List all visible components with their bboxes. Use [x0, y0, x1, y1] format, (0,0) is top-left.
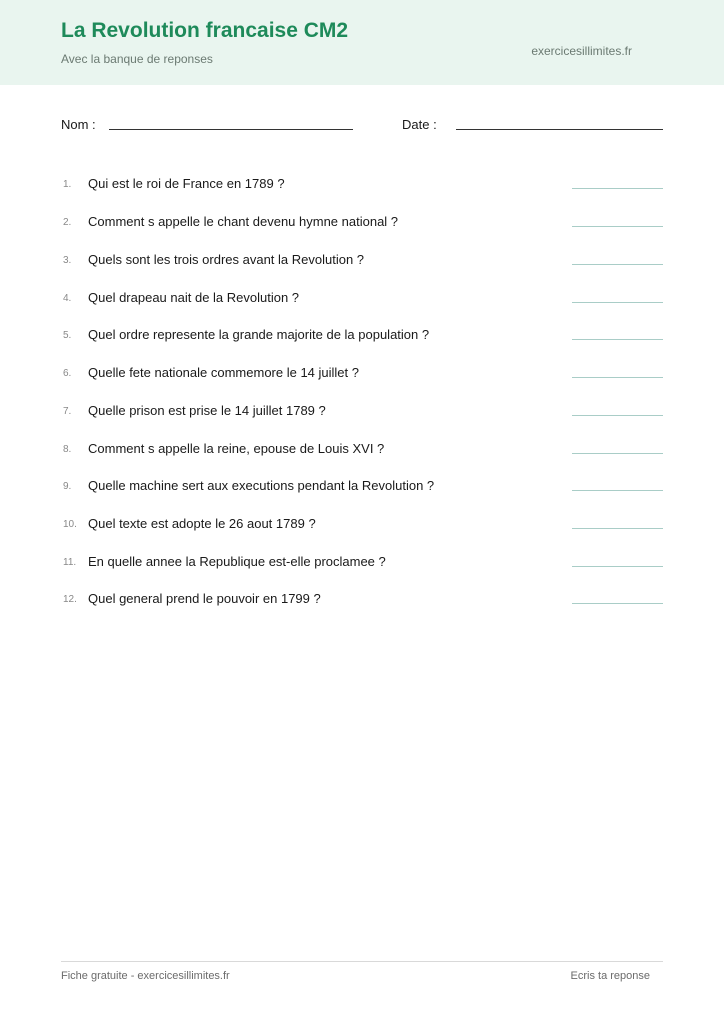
- name-label: Nom :: [61, 117, 96, 132]
- question-item: [0, 251, 724, 271]
- question-item: [0, 364, 724, 384]
- answer-line[interactable]: [572, 528, 663, 529]
- answer-line[interactable]: [572, 415, 663, 416]
- question-item: [0, 213, 724, 233]
- question-number: 12.: [63, 594, 77, 605]
- answer-line[interactable]: [572, 566, 663, 567]
- site-name: exercicesillimites.fr: [531, 44, 632, 58]
- page-subtitle: Avec la banque de reponses: [61, 52, 213, 66]
- question-item: [0, 515, 724, 535]
- question-number: 10.: [63, 519, 77, 530]
- question-number: 9.: [63, 481, 72, 492]
- question-number: 11.: [63, 557, 77, 568]
- question-item: [0, 326, 724, 346]
- question-number: 5.: [63, 330, 72, 341]
- question-text: Quelle fete nationale commemore le 14 juillet ?: [88, 365, 359, 380]
- footer-divider: [61, 961, 663, 962]
- question-number: 8.: [63, 444, 72, 455]
- question-text: En quelle annee la Republique est-elle proclamee ?: [88, 554, 386, 569]
- footer-source: Fiche gratuite - exercicesillimites.fr: [61, 970, 230, 982]
- question-number: 6.: [63, 368, 72, 379]
- footer-instruction: Ecris ta reponse: [570, 970, 650, 982]
- question-text: Quel drapeau nait de la Revolution ?: [88, 290, 300, 305]
- answer-line[interactable]: [572, 339, 663, 340]
- name-field[interactable]: [109, 129, 353, 130]
- date-label: Date :: [402, 117, 437, 132]
- answer-line[interactable]: [572, 188, 663, 189]
- question-item: [0, 477, 724, 497]
- question-number: 3.: [63, 255, 72, 266]
- answer-line[interactable]: [572, 377, 663, 378]
- question-text: Comment s appelle la reine, epouse de Louis XVI ?: [88, 441, 385, 456]
- question-item: [0, 289, 724, 309]
- question-item: [0, 440, 724, 460]
- answer-line[interactable]: [572, 603, 663, 604]
- date-field[interactable]: [456, 129, 663, 130]
- question-item: [0, 175, 724, 195]
- answer-line[interactable]: [572, 490, 663, 491]
- question-text: Quels sont les trois ordres avant la Revolution ?: [88, 252, 365, 267]
- question-text: Comment s appelle le chant devenu hymne national ?: [88, 214, 399, 229]
- question-item: [0, 590, 724, 610]
- question-text: Quel ordre represente la grande majorite de la population ?: [88, 327, 430, 342]
- question-number: 2.: [63, 217, 72, 228]
- question-text: Quel texte est adopte le 26 aout 1789 ?: [88, 516, 316, 531]
- question-number: 4.: [63, 293, 72, 304]
- question-text: Quelle machine sert aux executions pendant la Revolution ?: [88, 478, 435, 493]
- answer-line[interactable]: [572, 226, 663, 227]
- answer-line[interactable]: [572, 302, 663, 303]
- page-header: [0, 0, 724, 85]
- answer-line[interactable]: [572, 453, 663, 454]
- question-item: [0, 553, 724, 573]
- question-text: Qui est le roi de France en 1789 ?: [88, 176, 285, 191]
- page-title: La Revolution francaise CM2: [61, 19, 349, 42]
- question-number: 1.: [63, 179, 72, 190]
- question-number: 7.: [63, 406, 72, 417]
- answer-line[interactable]: [572, 264, 663, 265]
- question-item: [0, 402, 724, 422]
- question-text: Quel general prend le pouvoir en 1799 ?: [88, 591, 321, 606]
- question-text: Quelle prison est prise le 14 juillet 1789 ?: [88, 403, 326, 418]
